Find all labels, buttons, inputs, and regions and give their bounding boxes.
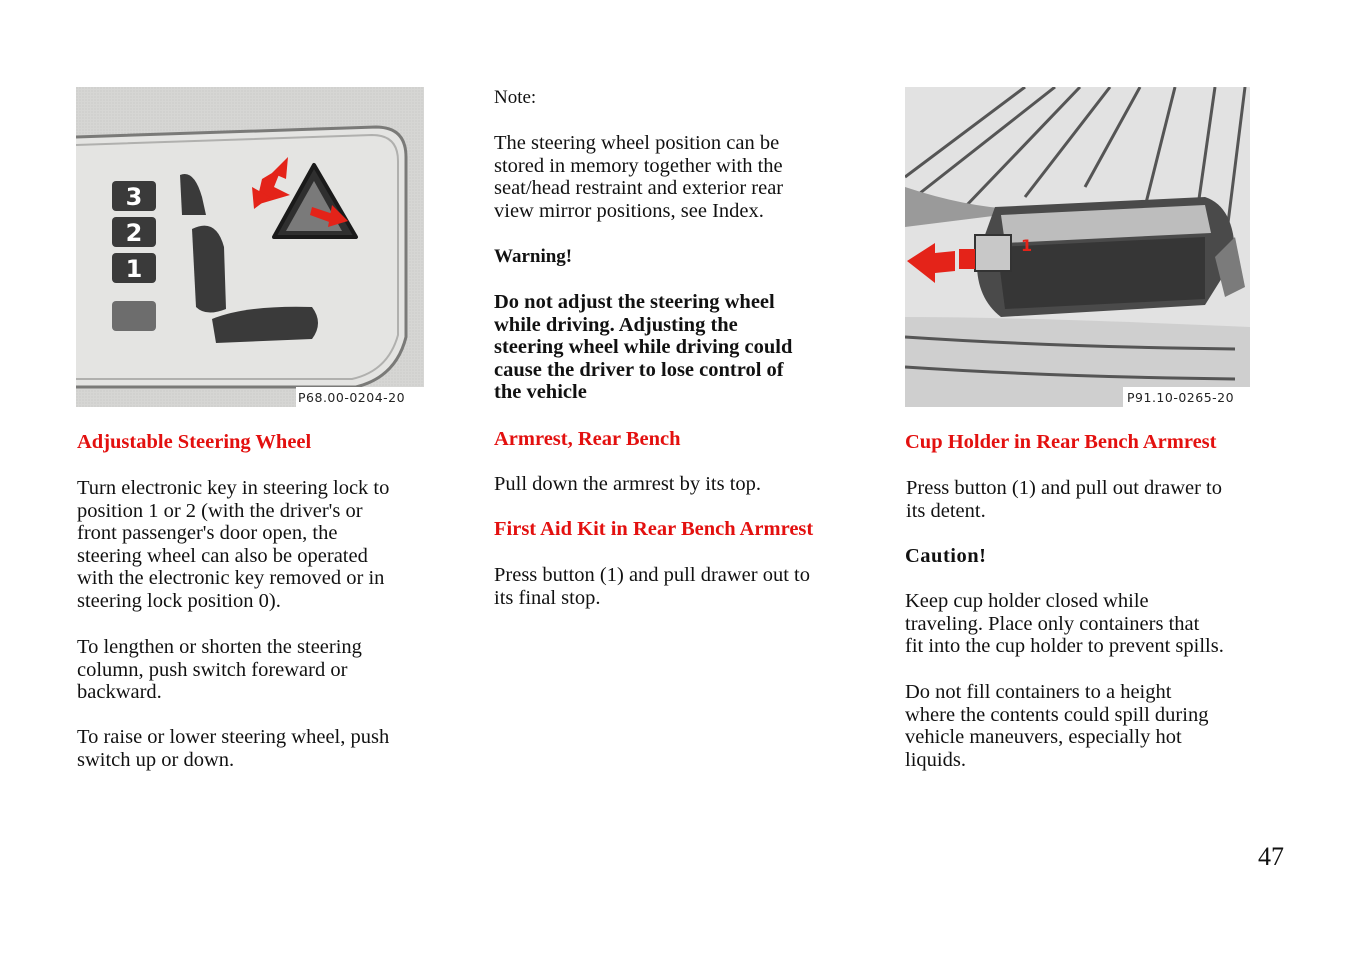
memory-button-3: 3 bbox=[125, 183, 143, 211]
caution-paragraph-1: Keep cup holder closed while traveling. Place only containers that fit into the cup holder to prevent spills. bbox=[905, 590, 1224, 658]
drawer-callout-number: 1 bbox=[1021, 236, 1033, 255]
backrest-switch-icon bbox=[192, 226, 226, 313]
memory-button-1: 1 bbox=[125, 255, 143, 283]
armrest-heading: Armrest, Rear Bench bbox=[494, 428, 681, 450]
note-label: Note: bbox=[494, 87, 537, 108]
rear-armrest-illustration bbox=[905, 87, 1250, 407]
right-figure-code: P91.10-0265-20 bbox=[1127, 390, 1235, 405]
left-paragraph-2: To lengthen or shorten the steering column, push switch foreward or backward. bbox=[77, 636, 362, 704]
memory-buttons bbox=[112, 181, 156, 331]
page-number: 47 bbox=[1258, 842, 1284, 871]
left-figure bbox=[76, 87, 424, 407]
memory-button-2: 2 bbox=[125, 219, 143, 247]
caution-paragraph-2: Do not fill containers to a height where the contents could spill during vehicle maneuvers, especially hot liquids. bbox=[905, 681, 1209, 771]
left-paragraph-1: Turn electronic key in steering lock to position 1 or 2 (with the driver's or front passenger's door open, the steering wheel can also be operated with the electronic key removed or in steering lock position 0). bbox=[77, 477, 390, 612]
caution-label: Caution! bbox=[905, 545, 987, 567]
cup-holder-intro: Press button (1) and pull out drawer to its detent. bbox=[906, 477, 1222, 522]
first-aid-text: Press button (1) and pull drawer out to its final stop. bbox=[494, 564, 810, 609]
left-heading: Adjustable Steering Wheel bbox=[77, 431, 312, 453]
warning-label: Warning! bbox=[494, 246, 573, 267]
warning-text: Do not adjust the steering wheel while driving. Adjusting the steering wheel while driving could cause the driver to lose control of the vehicle bbox=[494, 291, 793, 404]
left-paragraph-3: To raise or lower steering wheel, push switch up or down. bbox=[77, 726, 390, 771]
seat-adjustment-switch-illustration bbox=[76, 87, 424, 407]
first-aid-heading: First Aid Kit in Rear Bench Armrest bbox=[494, 518, 814, 540]
armrest-text: Pull down the armrest by its top. bbox=[494, 473, 762, 495]
right-figure bbox=[905, 87, 1250, 407]
note-text: The steering wheel position can be stored in memory together with the seat/head restraint and exterior rear view mirror positions, see Index. bbox=[494, 132, 784, 222]
left-figure-code: P68.00-0204-20 bbox=[298, 390, 406, 405]
right-heading: Cup Holder in Rear Bench Armrest bbox=[905, 431, 1217, 453]
